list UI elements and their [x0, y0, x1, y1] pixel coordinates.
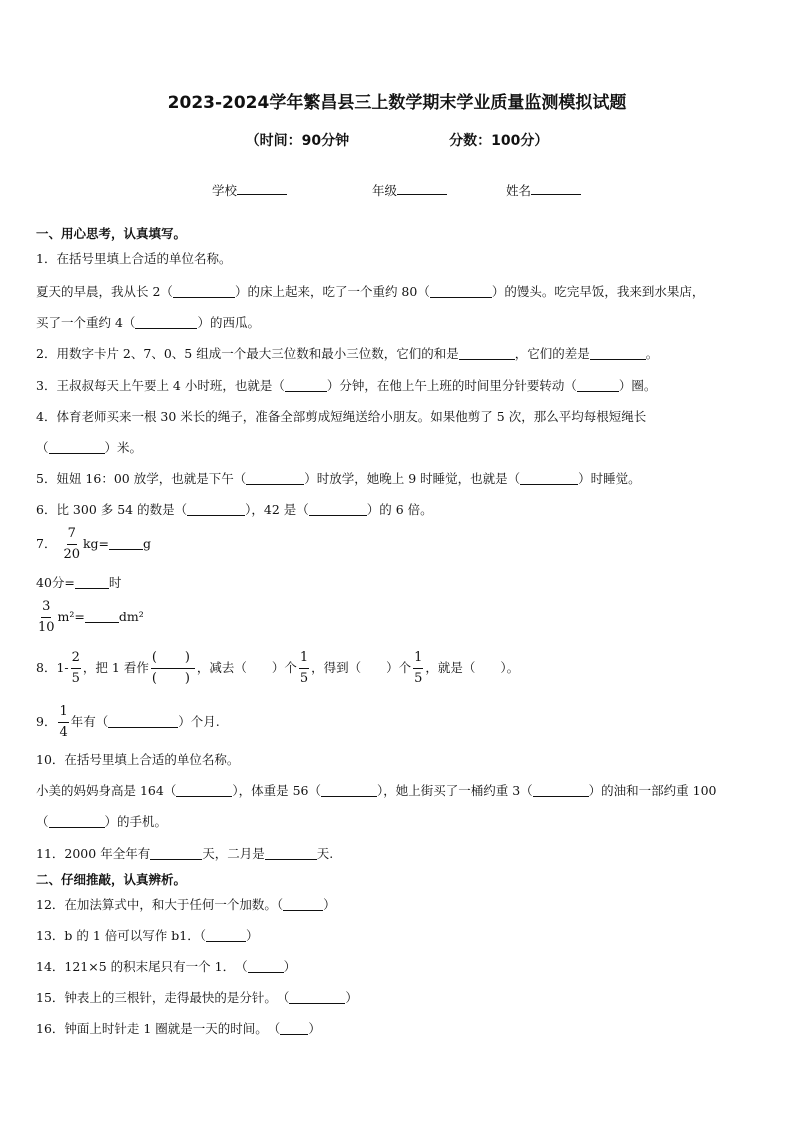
q1-text: ）的床上起来，吃了一个重约 80（	[234, 284, 430, 299]
q11-text: 天，二月是	[202, 846, 265, 861]
fraction-numerator: 2	[71, 648, 81, 669]
total-score: 分数：100分）	[449, 133, 549, 149]
q10-blank-4[interactable]	[49, 815, 105, 828]
school-blank[interactable]	[237, 182, 287, 195]
q9-text: ）个月.	[178, 714, 220, 729]
q5-text: ）时放学，她晚上 9 时睡觉，也就是（	[304, 471, 521, 486]
fraction-blank[interactable]	[151, 648, 195, 689]
q11-text: 11．2000 年全年有	[36, 846, 151, 861]
section-2-heading: 二、仔细推敲，认真辨析。	[36, 872, 187, 887]
question-12	[36, 895, 336, 913]
q7-unit: g	[143, 536, 152, 551]
q7-label: 7．	[36, 536, 57, 551]
name-blank[interactable]	[531, 182, 581, 195]
q16-blank[interactable]	[280, 1022, 308, 1035]
question-14	[36, 957, 296, 975]
q3-text: ）圈。	[618, 378, 657, 393]
q4-blank[interactable]	[49, 441, 105, 454]
q11-text: 天.	[316, 846, 334, 861]
q10-text: ）的手机。	[104, 814, 168, 829]
question-7-line-1	[36, 524, 151, 565]
q10-blank-2[interactable]	[321, 784, 377, 797]
q7-blank-1[interactable]	[109, 537, 143, 550]
q4-text: （	[36, 440, 49, 455]
q6-text: ），42 是（	[245, 502, 309, 517]
q1-text: 夏天的早晨，我从长 2（	[36, 284, 173, 299]
fraction-numerator: 3	[41, 597, 51, 618]
question-3	[36, 376, 656, 394]
q1-text: ）的馒头。吃完早饭，我来到水果店，	[491, 284, 705, 299]
q10-text: ），体重是 56（	[232, 783, 321, 798]
question-9	[36, 702, 220, 743]
q14-text: ）	[283, 959, 297, 974]
paren-open: (	[151, 671, 157, 686]
paren-close: )	[184, 671, 190, 686]
q4-text: ）米。	[104, 440, 143, 455]
q1-blank-2[interactable]	[430, 285, 492, 298]
q5-blank-1[interactable]	[246, 472, 304, 485]
q13-text: ）	[245, 928, 259, 943]
fraction-denominator: 5	[414, 671, 423, 686]
fraction-denominator: 4	[59, 725, 68, 740]
q15-text: 15．钟表上的三根针，走得最快的是分针。 （	[36, 990, 290, 1005]
question-16	[36, 1019, 321, 1037]
fraction-1-4	[58, 702, 68, 743]
name-label: 姓名	[506, 183, 532, 198]
fraction-numerator: 1	[299, 648, 309, 669]
q5-blank-2[interactable]	[520, 472, 578, 485]
q8-text: ，把 1 看作	[82, 660, 149, 675]
time-limit: （时间：90分钟	[245, 133, 350, 149]
q7-unit: kg=	[82, 536, 110, 551]
q13-text: 13．b 的 1 倍可以写作 b1．（	[36, 928, 206, 943]
question-1-line-2	[36, 282, 704, 300]
question-4-line-1: 4．体育老师买来一根 30 米长的绳子，准备全部剪成短绳送给小朋友。如果他剪了 5 次，那么平均每根短绳长	[36, 409, 647, 424]
q9-text: 年有（	[70, 714, 109, 729]
q11-blank-1[interactable]	[150, 847, 202, 860]
q6-blank-2[interactable]	[309, 503, 367, 516]
q1-text: ）的西瓜。	[197, 315, 260, 330]
q5-text: ）时睡觉。	[578, 471, 641, 486]
school-field	[212, 181, 287, 199]
q14-blank[interactable]	[248, 960, 284, 973]
page-title: 2023-2024学年繁昌县三上数学期末学业质量监测模拟试题	[167, 93, 627, 113]
school-label: 学校	[212, 183, 238, 198]
fraction-numerator: 7	[67, 524, 77, 545]
q3-blank-1[interactable]	[285, 379, 327, 392]
q12-blank[interactable]	[283, 898, 323, 911]
q3-blank-2[interactable]	[577, 379, 619, 392]
q1-text: 买了一个重约 4（	[36, 315, 136, 330]
fraction-blank-denominator[interactable]	[151, 669, 195, 689]
grade-field	[372, 181, 447, 199]
question-5	[36, 469, 641, 487]
exam-subtitle	[0, 130, 794, 150]
q10-blank-3[interactable]	[533, 784, 589, 797]
fraction-numerator: 1	[58, 702, 68, 723]
q1-blank-3[interactable]	[135, 316, 197, 329]
q10-blank-1[interactable]	[176, 784, 232, 797]
paren-close: )	[184, 650, 190, 665]
q6-blank-1[interactable]	[187, 503, 245, 516]
q7-unit: m²=	[57, 609, 85, 624]
q8-text: ，减去（ ）个	[196, 660, 297, 675]
fraction-denominator: 5	[71, 671, 80, 686]
q7-text: 40分=	[36, 575, 75, 590]
q14-text: 14．121×5 的积末尾只有一个 1． （	[36, 959, 248, 974]
q9-label: 9．	[36, 714, 57, 729]
q7-text: 时	[108, 575, 122, 590]
q11-blank-2[interactable]	[265, 847, 317, 860]
question-7-line-3	[37, 597, 144, 638]
question-15	[36, 988, 358, 1006]
grade-blank[interactable]	[397, 182, 447, 195]
q15-text: ）	[345, 990, 358, 1005]
q6-text: ）的 6 倍。	[366, 502, 433, 517]
q8-text: ，得到（ ）个	[311, 660, 412, 675]
q2-text: ，它们的差是	[514, 346, 590, 361]
q2-text: 。	[645, 346, 659, 361]
question-4-line-2	[36, 438, 142, 456]
q16-text: 16．钟面上时针走 1 圈就是一天的时间。 （	[36, 1021, 281, 1036]
q7-unit: dm²	[118, 609, 144, 624]
q2-blank-2[interactable]	[590, 347, 646, 360]
question-10-line-2	[36, 781, 717, 799]
q1-blank-1[interactable]	[173, 285, 235, 298]
q10-text: 小美的妈妈身高是 164（	[36, 783, 177, 798]
q9-blank[interactable]	[108, 715, 178, 728]
fraction-numerator: 1	[413, 648, 423, 669]
q8-text: ，就是（ ）。	[425, 660, 520, 675]
question-13	[36, 926, 258, 944]
q12-text: ）	[323, 897, 336, 912]
q6-text: 6．比 300 多 54 的数是（	[36, 502, 188, 517]
q3-text: ）分钟，在他上午上班的时间里分针要转动（	[326, 378, 577, 393]
fraction-blank-numerator[interactable]	[151, 648, 195, 669]
q12-text: 12．在加法算式中，和大于任何一个加数。（	[36, 897, 284, 912]
q3-text: 3．王叔叔每天上午要上 4 小时班，也就是（	[36, 378, 285, 393]
fraction-1-5	[413, 648, 423, 689]
question-2	[36, 344, 658, 362]
question-10-line-3	[36, 812, 167, 830]
q8-label: 8．1-	[36, 660, 69, 675]
q7-blank-2[interactable]	[75, 576, 109, 589]
fraction-2-5	[71, 648, 81, 689]
q13-blank[interactable]	[206, 929, 246, 942]
name-field	[506, 181, 581, 199]
q2-text: 2．用数字卡片 2、7、0、5 组成一个最大三位数和最小三位数，它们的和是	[36, 346, 459, 361]
q10-text: ）的油和一部约重 100	[588, 783, 717, 798]
fraction-denominator: 20	[63, 547, 80, 562]
q5-text: 5．妞妞 16：00 放学，也就是下午（	[36, 471, 247, 486]
q15-blank[interactable]	[289, 991, 345, 1004]
paren-open: (	[151, 650, 157, 665]
fraction-denominator: 10	[38, 620, 55, 635]
fraction-denominator: 5	[299, 671, 309, 686]
fraction-1-5	[299, 648, 309, 689]
fraction-3-10	[37, 597, 56, 638]
fraction-7-20	[62, 524, 81, 565]
question-1-prompt: 1．在括号里填上合适的单位名称。	[36, 251, 232, 266]
q10-text: （	[36, 814, 49, 829]
question-6	[36, 500, 433, 518]
question-8	[36, 648, 519, 689]
section-1-heading: 一、用心思考，认真填写。	[36, 226, 187, 241]
grade-label: 年级	[372, 183, 398, 198]
question-7-line-2	[36, 573, 121, 591]
question-11	[36, 844, 333, 862]
question-1-line-3	[36, 313, 260, 331]
q7-blank-3[interactable]	[85, 610, 119, 623]
q16-text: ）	[308, 1021, 321, 1036]
q2-blank-1[interactable]	[459, 347, 515, 360]
q10-text: ），她上街买了一桶约重 3（	[376, 783, 533, 798]
question-10-prompt: 10．在括号里填上合适的单位名称。	[36, 752, 240, 767]
